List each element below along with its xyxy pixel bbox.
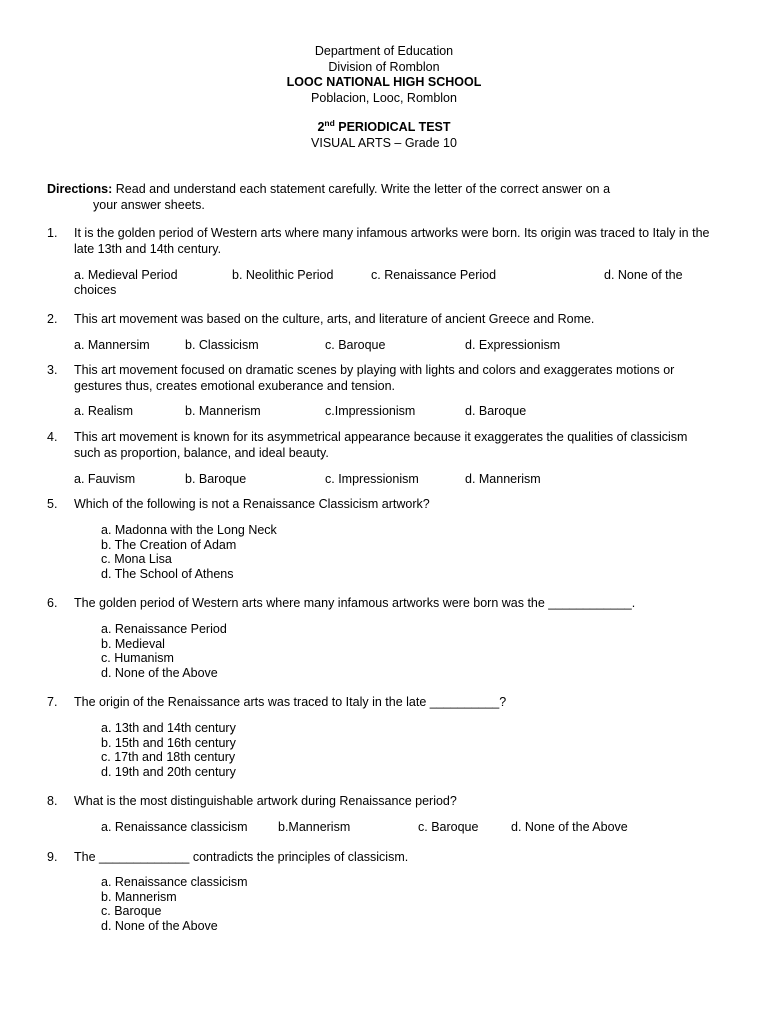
question-stem: This art movement is known for its asymmetrical appearance because it exaggerates the qualities of classicism such as proportion, balance, and ideal beauty. — [74, 430, 688, 460]
question-stem: What is the most distinguishable artwork during Renaissance period? — [74, 794, 457, 808]
question-stem: The golden period of Western arts where many infamous artworks were born was the ____________. — [74, 596, 636, 610]
question-stem: The _____________ contradicts the principles of classicism. — [74, 850, 409, 864]
question-number: 4. — [47, 430, 58, 444]
question-5 — [47, 497, 717, 513]
option-a: a. Renaissance Period — [101, 622, 227, 636]
test-title-text: PERIODICAL TEST — [334, 120, 451, 134]
option-d-cont: choices — [74, 283, 117, 297]
option-d: d. Baroque — [465, 404, 527, 418]
option-c: c. Baroque — [418, 820, 479, 834]
question-number: 6. — [47, 596, 58, 610]
option-b: b. Mannerism — [101, 889, 177, 904]
option-b: b.Mannerism — [278, 820, 351, 834]
option-d: d. 19th and 20th century — [101, 764, 236, 779]
option-a: a. 13th and 14th century — [101, 721, 236, 735]
directions-text-cont: your answer sheets. — [93, 197, 205, 212]
option-c: c. Mona Lisa — [101, 552, 172, 567]
option-c: c. Impressionism — [325, 472, 419, 486]
option-b: b. 15th and 16th century — [101, 735, 236, 750]
question-6 — [47, 596, 717, 612]
option-b: b. Neolithic Period — [232, 268, 334, 282]
division-line: Division of Romblon — [328, 59, 440, 74]
directions-text: Read and understand each statement carefully. Write the letter of the correct answer on a — [112, 182, 611, 196]
question-number: 1. — [47, 226, 58, 240]
option-c: c. Renaissance Period — [371, 268, 497, 282]
option-d: d. Expressionism — [465, 338, 561, 352]
option-d: d. None of the — [604, 268, 683, 282]
question-stem: The origin of the Renaissance arts was traced to Italy in the late __________? — [74, 695, 507, 709]
school-name: LOOC NATIONAL HIGH SCHOOL — [286, 75, 482, 89]
option-d: d. None of the Above — [511, 820, 628, 834]
question-stem: This art movement focused on dramatic scenes by playing with lights and colors and exaggerates motions or gestures thus, creates emotional exuberance and tension. — [74, 363, 675, 393]
question-number: 7. — [47, 695, 58, 709]
question-stem: This art movement was based on the culture, arts, and literature of ancient Greece and Rome. — [74, 312, 595, 326]
question-8-options — [101, 820, 751, 850]
document-header — [0, 44, 768, 106]
ordinal-number: 2 — [317, 120, 325, 134]
option-d: d. The School of Athens — [101, 566, 234, 581]
option-d: d. Mannerism — [465, 472, 541, 486]
question-1-options — [74, 268, 724, 298]
option-c: c. Humanism — [101, 651, 174, 666]
department-line: Department of Education — [314, 44, 454, 58]
option-c: c. Baroque — [101, 904, 162, 919]
option-c: c.Impressionism — [325, 404, 416, 418]
question-stem: It is the golden period of Western arts where many infamous artworks were born. Its origin was traced to Italy in the late 13th and 14th century. — [74, 226, 710, 256]
test-title-block — [0, 120, 768, 151]
option-a: a. Renaissance classicism — [101, 820, 248, 834]
option-a: a. Mannersim — [74, 338, 150, 352]
option-c: c. Baroque — [325, 338, 386, 352]
directions — [47, 182, 727, 213]
subject-line: VISUAL ARTS – Grade 10 — [311, 135, 457, 150]
option-a: a. Madonna with the Long Neck — [101, 523, 277, 537]
option-c: c. 17th and 18th century — [101, 750, 236, 765]
option-d: d. None of the Above — [101, 665, 218, 680]
question-number: 9. — [47, 850, 58, 864]
ordinal-suffix: nd — [324, 118, 335, 128]
question-stem: Which of the following is not a Renaissance Classicism artwork? — [74, 497, 430, 511]
question-5-options — [101, 523, 277, 581]
question-9 — [47, 850, 717, 866]
option-a: a. Medieval Period — [74, 268, 178, 282]
question-number: 8. — [47, 794, 58, 808]
question-number: 2. — [47, 312, 58, 326]
option-b: b. Classicism — [185, 338, 259, 352]
option-a: a. Fauvism — [74, 472, 136, 486]
question-2 — [47, 312, 717, 328]
option-b: b. Baroque — [185, 472, 247, 486]
question-number: 3. — [47, 363, 58, 377]
school-address: Poblacion, Looc, Romblon — [311, 90, 457, 105]
question-1 — [47, 226, 717, 257]
question-7-options — [101, 721, 236, 779]
option-b: b. Mannerism — [185, 404, 261, 418]
option-b: b. The Creation of Adam — [101, 537, 237, 552]
question-4 — [47, 430, 717, 461]
question-7 — [47, 695, 717, 711]
question-3 — [47, 363, 717, 394]
option-a: a. Renaissance classicism — [101, 875, 248, 889]
test-title — [0, 120, 768, 136]
question-8 — [47, 794, 717, 810]
option-d: d. None of the Above — [101, 918, 218, 933]
question-9-options — [101, 875, 248, 933]
directions-label: Directions: — [47, 182, 113, 196]
option-b: b. Medieval — [101, 636, 165, 651]
question-number: 5. — [47, 497, 58, 511]
question-6-options — [101, 622, 227, 680]
option-a: a. Realism — [74, 404, 134, 418]
